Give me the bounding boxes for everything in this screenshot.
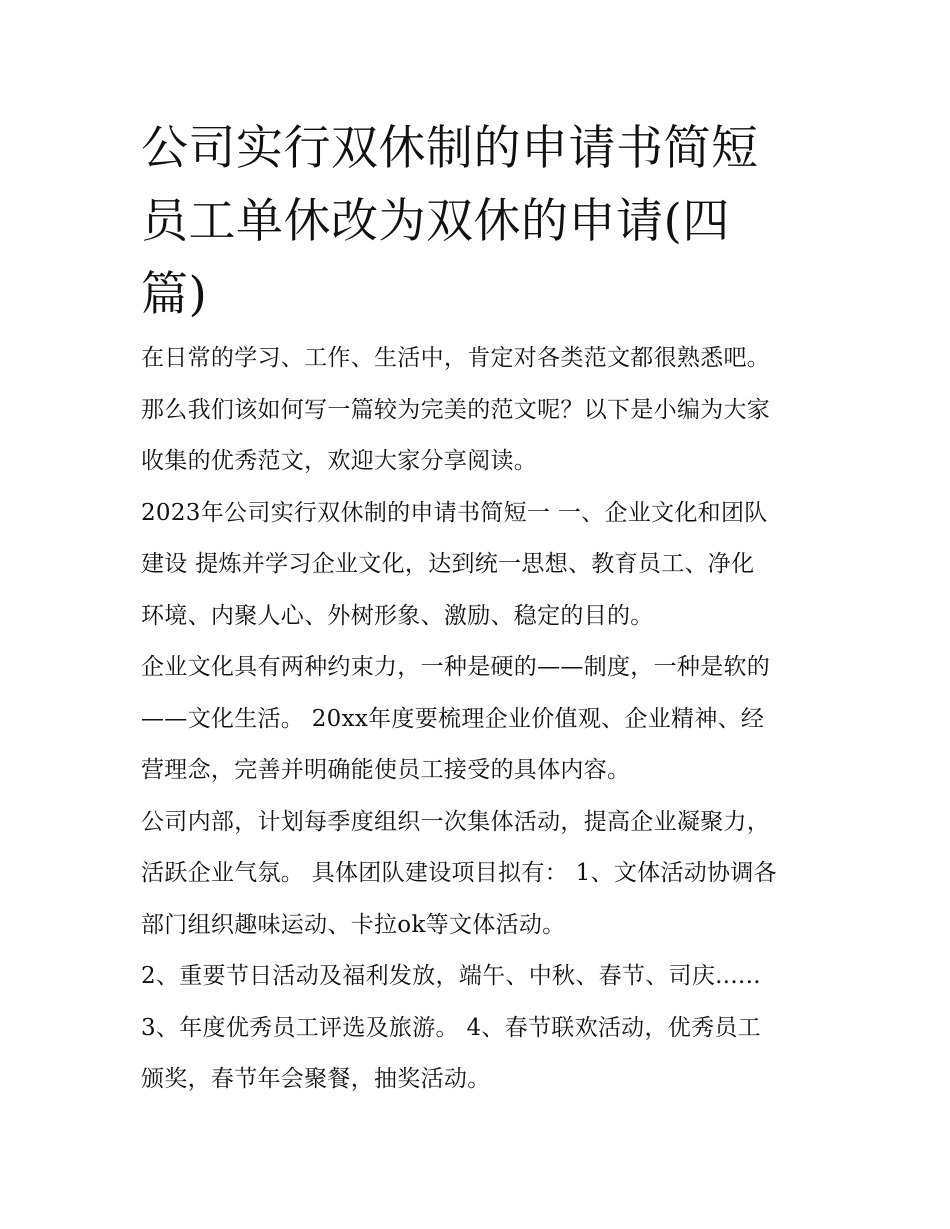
text-line: 2、重要节日活动及福利发放，端午、中秋、春节、司庆...... — [141, 963, 761, 989]
text-line: 那么我们该如何写一篇较为完美的范文呢？以下是小编为大家 — [141, 396, 771, 423]
paragraph-awards — [141, 1003, 821, 1106]
text-line: 2023年公司实行双休制的申请书简短一 一、企业文化和团队 — [141, 499, 768, 526]
text-line: 活跃企业气氛。 具体团队建设项目拟有： 1、文体活动协调各 — [141, 860, 777, 886]
paragraph-holidays — [141, 951, 821, 1003]
text-line: 在日常的学习、工作、生活中，肯定对各类范文都很熟悉吧。 — [141, 345, 771, 371]
paragraph-constraints — [141, 642, 821, 797]
document-page — [141, 112, 821, 1106]
text-line: 建设 提炼并学习企业文化，达到统一思想、教育员工、净化 — [141, 551, 755, 577]
text-line: 营理念，完善并明确能使员工接受的具体内容。 — [141, 757, 631, 783]
text-line: 收集的优秀范文，欢迎大家分享阅读。 — [141, 448, 538, 474]
title-line: 公司实行双休制的申请书简短 — [141, 121, 759, 176]
paragraph-team-activities — [141, 797, 821, 952]
document-title — [141, 112, 821, 331]
paragraph-intro — [141, 333, 821, 488]
text-line: 颁奖，春节年会聚餐，抽奖活动。 — [141, 1066, 491, 1092]
text-line: 企业文化具有两种约束力，一种是硬的——制度，一种是软的 — [141, 654, 771, 680]
text-line: 环境、内聚人心、外树形象、激励、稳定的目的。 — [141, 602, 654, 629]
paragraph-culture — [141, 488, 821, 643]
text-line: 部门组织趣味运动、卡拉ok等文体活动。 — [141, 911, 566, 938]
text-line: 公司内部，计划每季度组织一次集体活动，提高企业凝聚力， — [141, 808, 771, 835]
text-line: ——文化生活。 20xx年度要梳理企业价值观、企业精神、经 — [141, 705, 765, 732]
title-line: 员工单休改为双休的申请(四 — [141, 194, 730, 249]
title-line: 篇) — [141, 267, 208, 322]
text-line: 3、年度优秀员工评选及旅游。 4、春节联欢活动，优秀员工 — [141, 1014, 761, 1041]
